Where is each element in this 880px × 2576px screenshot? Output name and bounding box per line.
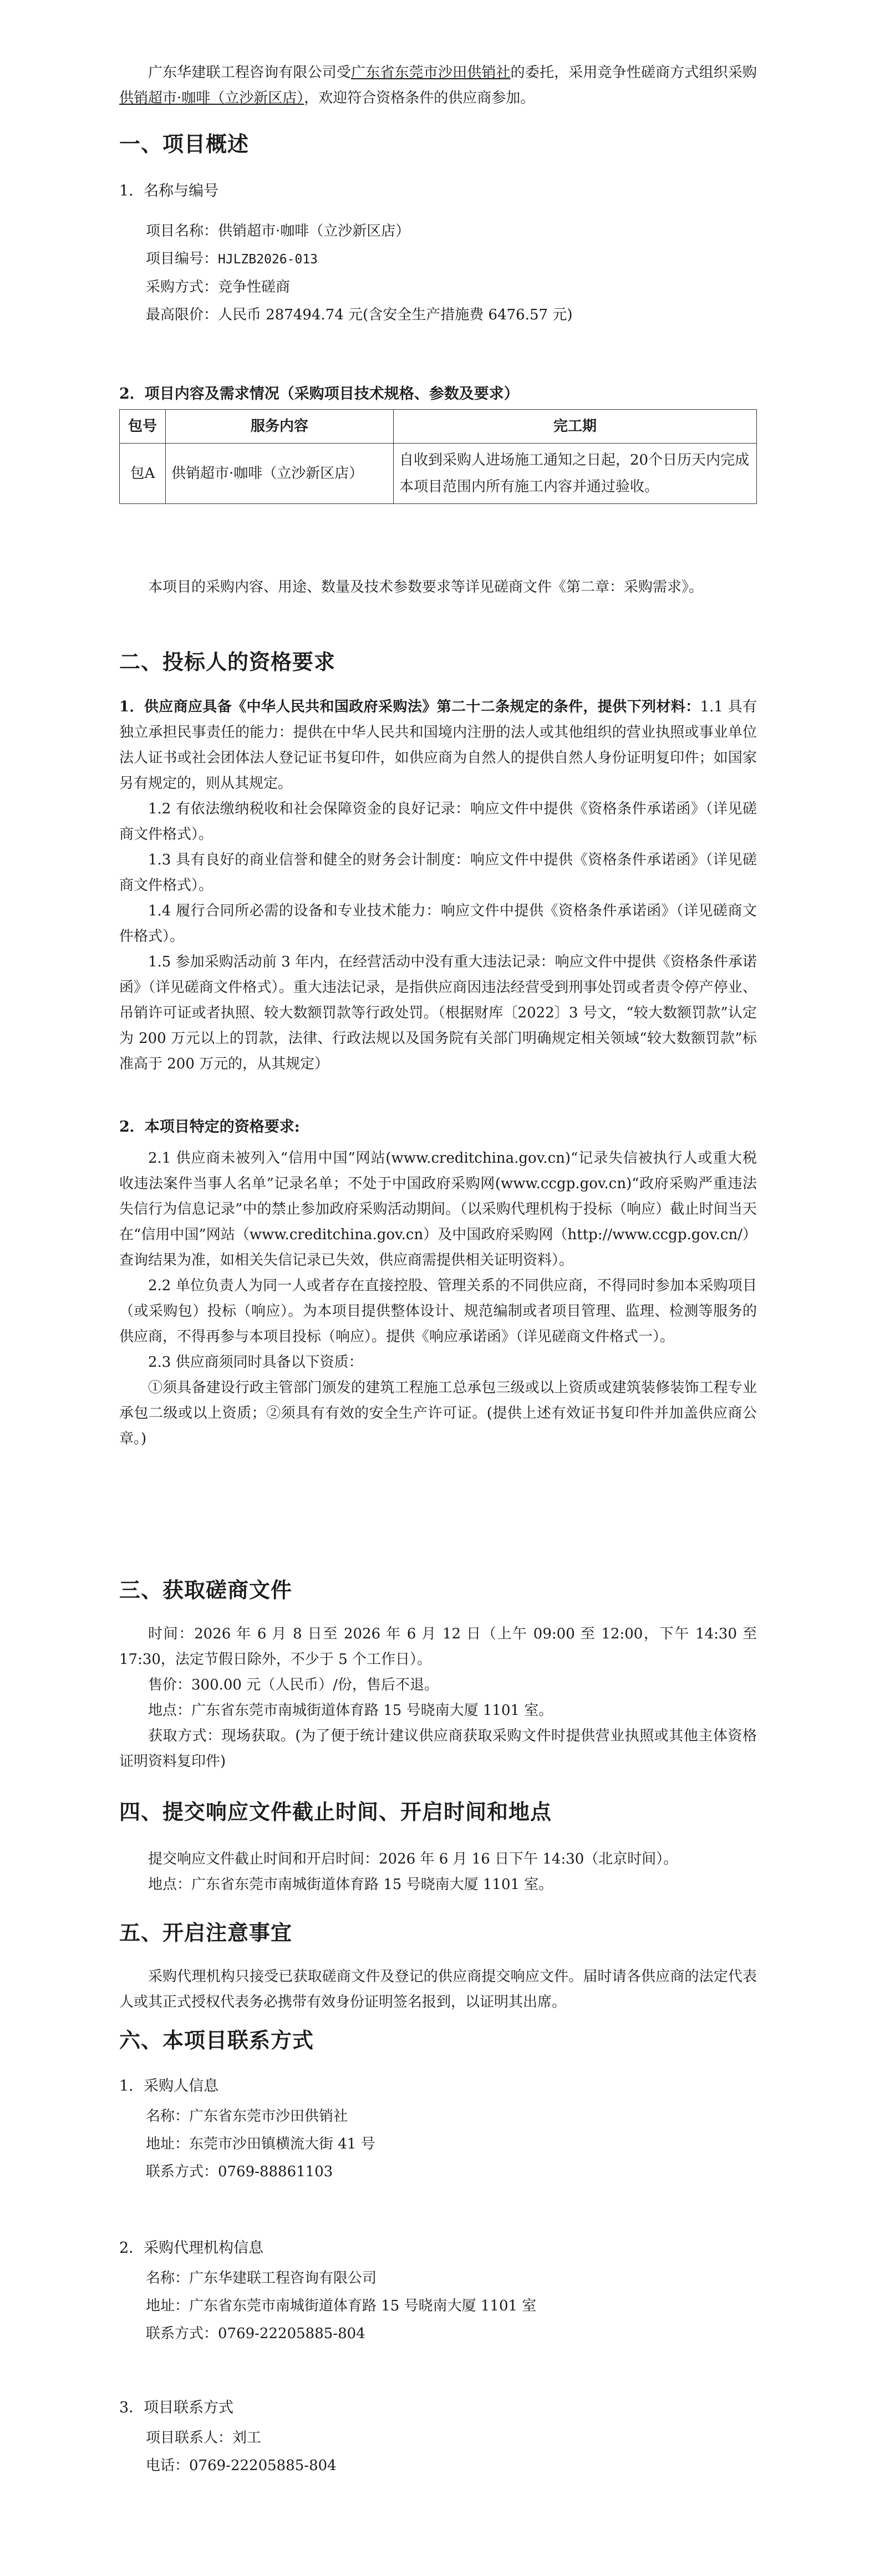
section-1-title: 一、项目概述	[119, 131, 250, 156]
section-1-sub1	[119, 179, 757, 204]
section-5	[119, 1917, 757, 1948]
obtain-time: 时间：2026 年 6 月 8 日至 2026 年 6 月 12 日（上午 09:00 至 12:00，下午 14:30 至 17:30，法定节假日除外，不少于 5 个工作日）。	[119, 1626, 757, 1668]
contact-project	[119, 2395, 757, 2480]
qual-1-2: 1.2 有依法缴纳税收和社会保障资金的良好记录：响应文件中提供《资格条件承诺函》（详见磋商文件格式）。	[119, 801, 757, 843]
sub1-title: 1．名称与编号	[119, 182, 219, 200]
qual-2-2: 2.2 单位负责人为同一人或者存在直接控股、管理关系的不同供应商，不得同时参加本采购项目（或采购包）投标（响应）。为本项目提供整体设计、规范编制或者项目管理、监理、检测等服务的供应商，不得再参与本项目投标（响应）。提供《响应承诺函》（详见磋商文件格式一）。	[119, 1277, 757, 1345]
contact-1-tel: 联系方式：0769-88861103	[146, 2163, 333, 2180]
contact-1-title: 1．采购人信息	[119, 2078, 219, 2095]
contact-2-tel: 联系方式：0769-22205885-804	[146, 2325, 365, 2342]
obtain-price: 售价：300.00 元（人民币）/份，售后不退。	[148, 1677, 439, 1693]
section-3-title: 三、获取磋商文件	[119, 1577, 293, 1602]
project-name: 项目名称：供销超市·咖啡（立沙新区店）	[146, 223, 410, 240]
submit-place: 地点：广东省东莞市南城街道体育路 15 号晓南大厦 1101 室。	[148, 1876, 553, 1893]
table-row	[120, 444, 757, 504]
section-4-body	[119, 1846, 757, 1897]
section-3	[119, 1575, 757, 1606]
opening-notice: 采购代理机构只接受已获取磋商文件及登记的供应商提交响应文件。届时请各供应商的法定代表人或其正式授权代表务必携带有效身份证明签名报到，以证明其出席。	[119, 1968, 757, 2010]
contact-1-addr: 地址：东莞市沙田镇横流大街 41 号	[146, 2136, 375, 2152]
qual-2-title: 2．本项目特定的资格要求:	[119, 1118, 300, 1136]
qual-2-3: 2.3 供应商须同时具备以下资质：	[148, 1354, 363, 1371]
qual-1-4: 1.4 履行合同所必需的设备和专业技术能力：响应文件中提供《资格条件承诺函》（详见磋商文件格式）。	[119, 903, 757, 945]
intro-pre: 广东华建联工程咨询有限公司受	[148, 64, 352, 81]
qual-1-body: 1.1 具有独立承担民事责任的能力：提供在中华人民共和国境内注册的法人或其他组织的营业执照或事业单位法人证书或社会团体法人登记证书复印件，如供应商为自然人的提供自然人身份证明复印件；如国家另有规定的，则从其规定。	[119, 699, 757, 792]
qual-1-5: 1.5 参加采购活动前 3 年内，在经营活动中没有重大违法记录：响应文件中提供《资格条件承诺函》（详见磋商文件格式）。重大违法记录，是指供应商因违法经营受到刑事处罚或者责令停产停业、吊销许可证或者执照、较大数额罚款等行政处罚。（根据财库〔2022〕3 号文，“较大数额罚款”认定为 200 万元以上的罚款，法律、行政法规以及国务院有关部门明确规定相关领域“较大数额罚款”标准高于 200 万元的，从其规定）	[119, 954, 757, 1072]
contact-3-title: 3．项目联系方式	[119, 2399, 234, 2416]
intro-client: 广东省东莞市沙田供销社	[351, 64, 511, 81]
table-header-row	[120, 410, 757, 444]
project-price: 最高限价：人民币 287494.74 元(含安全生产措施费 6476.57 元)	[146, 307, 573, 323]
requirements-table	[119, 409, 757, 504]
project-info	[119, 217, 757, 329]
contact-3-tel: 电话：0769-22205885-804	[146, 2457, 337, 2474]
contact-agency	[119, 2236, 757, 2348]
obtain-place: 地点：广东省东莞市南城街道体育路 15 号晓南大厦 1101 室。	[148, 1702, 553, 1719]
contact-3-person: 项目联系人：刘工	[146, 2430, 262, 2446]
intro-paragraph	[119, 60, 757, 111]
th-period: 完工期	[394, 410, 757, 444]
submit-time: 提交响应文件截止时间和开启时间：2026 年 6 月 16 日下午 14:30（北京时间）。	[148, 1851, 678, 1867]
qual-1-label: 1．供应商应具备《中华人民共和国政府采购法》第二十二条规定的条件，提供下列材料：	[119, 699, 700, 715]
obtain-way: 获取方式：现场获取。(为了便于统计建议供应商获取采购文件时提供营业执照或其他主体资格证明资料复印件)	[119, 1728, 757, 1770]
project-code: HJLZB2026-013	[218, 252, 318, 267]
qualification-1	[119, 694, 757, 1077]
qualification-2-body	[119, 1146, 757, 1452]
sub2-title: 2．项目内容及需求情况（采购项目技术规格、参数及要求）	[119, 385, 519, 403]
section-5-title: 五、开启注意事宜	[119, 1920, 293, 1945]
intro-post: ，欢迎符合资格条件的供应商参加。	[304, 90, 535, 106]
project-code-line	[119, 245, 757, 273]
qual-1-3: 1.3 具有良好的商业信誉和健全的财务会计制度：响应文件中提供《资格条件承诺函》（详见磋商文件格式）。	[119, 852, 757, 894]
th-content: 服务内容	[166, 410, 394, 444]
section-2	[119, 646, 757, 678]
td-period: 自收到采购人进场施工通知之日起，20个日历天内完成本项目范围内所有施工内容并通过验收。	[394, 444, 757, 504]
section-1	[119, 129, 757, 160]
section-6-title: 六、本项目联系方式	[119, 2028, 314, 2053]
section-6	[119, 2025, 757, 2056]
project-code-label: 项目编号：	[146, 251, 218, 267]
section-2-title: 二、投标人的资格要求	[119, 649, 336, 674]
requirements-table-wrap	[119, 409, 757, 504]
section-4	[119, 1796, 757, 1827]
intro-project: 供销超市·咖啡（立沙新区店）	[119, 90, 304, 106]
requirements-note: 本项目的采购内容、用途、数量及技术参数要求等详见磋商文件《第二章：采购需求》。	[148, 579, 704, 595]
section-1-sub2	[119, 381, 757, 407]
contact-purchaser	[119, 2074, 757, 2186]
qual-2-1: 2.1 供应商未被列入“信用中国”网站(www.creditchina.gov.cn)“记录失信被执行人或重大税收违法案件当事人名单”记录名单；不处于中国政府采购网(www.ccgp.gov.cn)“政府采购严重违法失信行为信息记录”中的禁止参加政府采购活动期间。（以采购代理机构于投标（响应）截止时间当天在“信用中国”网站（www.creditchina.gov.cn）及中国政府采购网（http://www.ccgp.gov.cn/）查询结果为准，如相关失信记录已失效，供应商需提供相关证明资料）。	[119, 1150, 757, 1269]
section-1-note	[119, 574, 757, 600]
contact-2-name: 名称：广东华建联工程咨询有限公司	[146, 2270, 377, 2287]
contact-2-title: 2．采购代理机构信息	[119, 2239, 264, 2257]
project-method: 采购方式：竞争性磋商	[146, 279, 291, 296]
th-package: 包号	[120, 410, 166, 444]
td-content: 供销超市·咖啡（立沙新区店）	[166, 444, 394, 504]
qualification-2	[119, 1114, 757, 1140]
section-5-body	[119, 1964, 757, 2015]
section-3-body	[119, 1621, 757, 1774]
intro-mid: 的委托，采用竞争性磋商方式组织采购	[510, 64, 757, 81]
qual-2-3-detail: ①须具备建设行政主管部门颁发的建筑工程施工总承包三级或以上资质或建筑装修装饰工程专业承包二级或以上资质；②须具有有效的安全生产许可证。(提供上述有效证书复印件并加盖供应商公章。)	[119, 1379, 757, 1447]
contact-1-name: 名称：广东省东莞市沙田供销社	[146, 2108, 348, 2125]
td-package: 包A	[120, 444, 166, 504]
contact-2-addr: 地址：广东省东莞市南城街道体育路 15 号晓南大厦 1101 室	[146, 2298, 537, 2314]
section-4-title: 四、提交响应文件截止时间、开启时间和地点	[119, 1799, 552, 1824]
